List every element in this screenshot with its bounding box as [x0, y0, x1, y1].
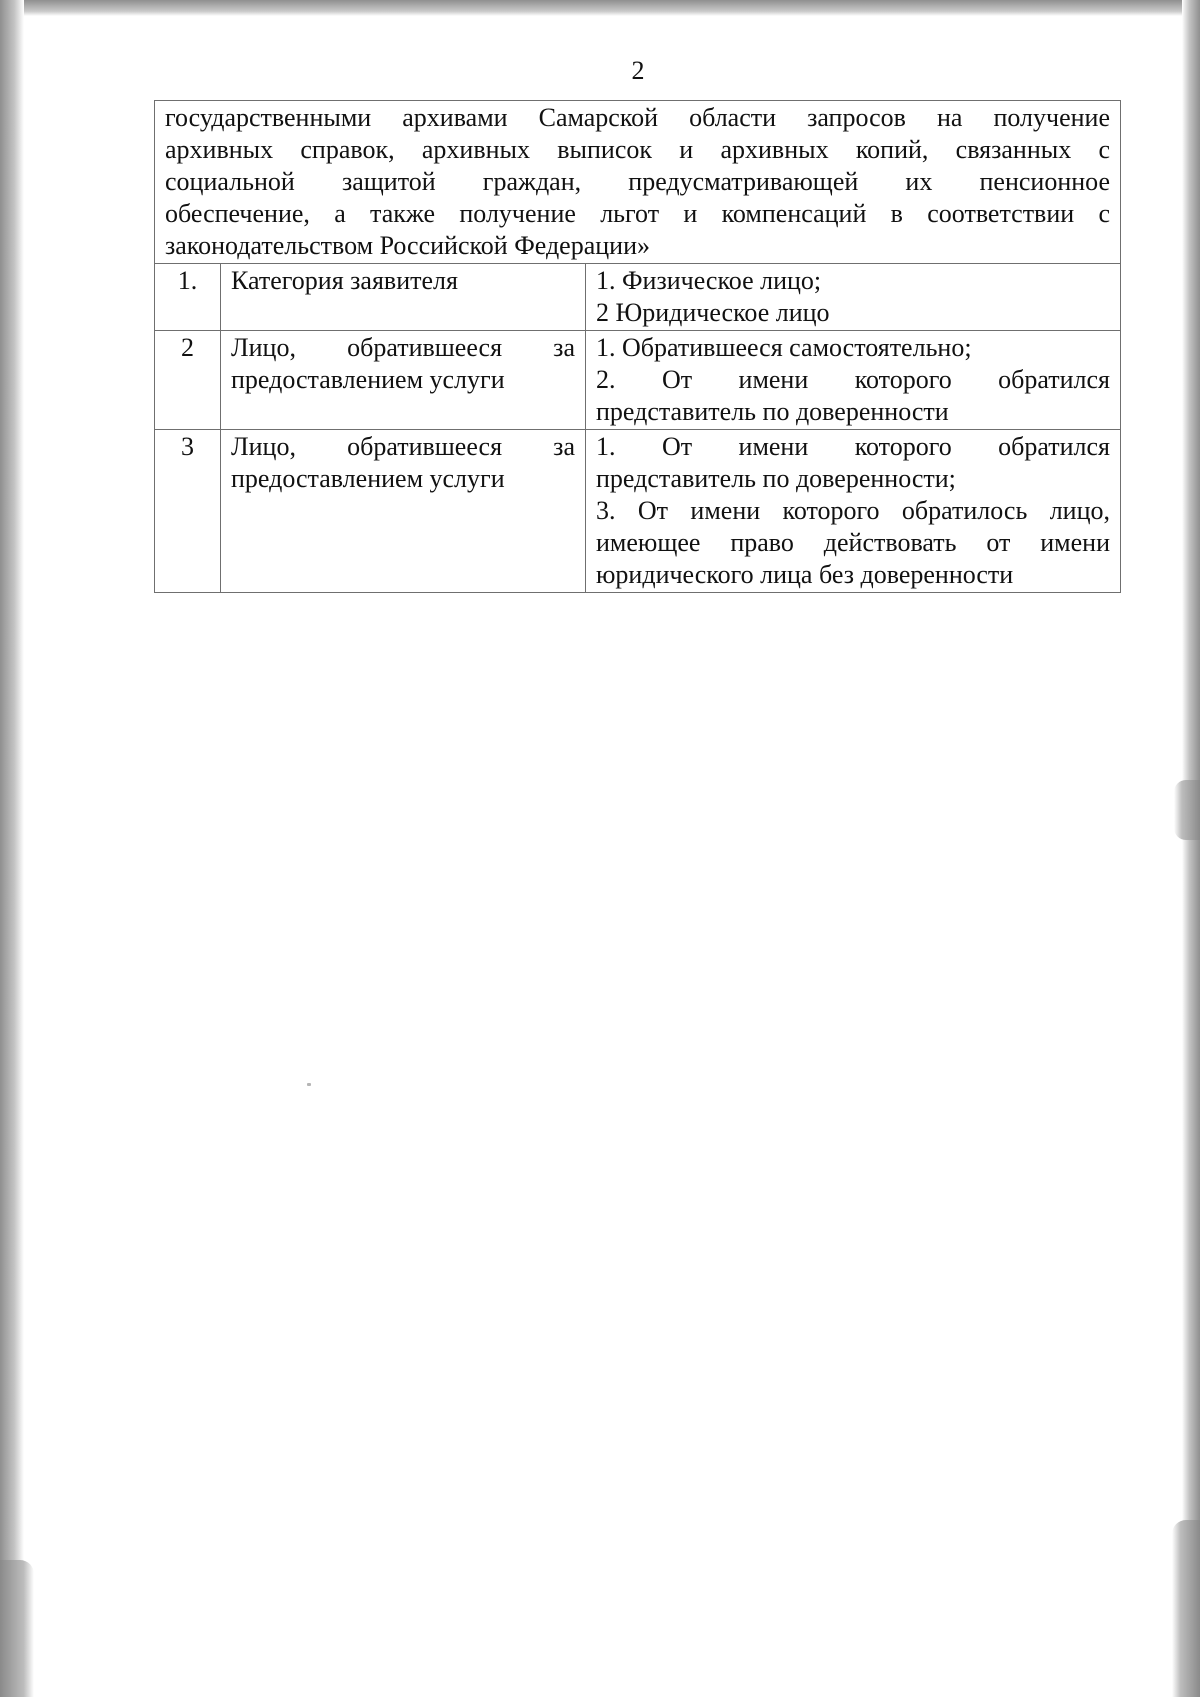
value-line: имеющее право действовать от имени: [596, 528, 1111, 557]
row-criterion: [221, 331, 586, 430]
scan-edge-top: [0, 0, 1200, 16]
value-line: юридического лица без доверенности: [596, 560, 1014, 589]
intro-line: законодательством Российской Федерации»: [165, 231, 650, 260]
criterion-line: предоставлением услуги: [231, 365, 505, 394]
scan-edge-left: [0, 0, 24, 1697]
intro-paragraph: [155, 101, 1121, 264]
table-intro-row: [155, 101, 1121, 264]
criterion-line: предоставлением услуги: [231, 464, 505, 493]
value-line: 2. От имени которого обратился: [596, 365, 1111, 394]
value-line: 1. Физическое лицо;: [596, 266, 822, 295]
value-line: 2 Юридическое лицо: [596, 298, 830, 327]
criterion-line: Лицо, обратившееся за: [231, 333, 575, 362]
scan-edge-right: [1182, 0, 1200, 1697]
row-number: 2: [155, 331, 221, 430]
intro-line: государственными архивами Самарской области запросов на получение: [165, 103, 1111, 132]
table-row: [155, 430, 1121, 593]
value-line: представитель по доверенности;: [596, 464, 956, 493]
value-line: 1. Обратившееся самостоятельно;: [596, 333, 972, 362]
value-line: представитель по доверенности: [596, 397, 949, 426]
row-values: [586, 430, 1121, 593]
row-values: [586, 264, 1121, 331]
row-values: [586, 331, 1121, 430]
table-row: [155, 331, 1121, 430]
page-number: 2: [631, 56, 645, 85]
intro-line: социальной защитой граждан, предусматривающей их пенсионное: [165, 167, 1111, 196]
intro-line: обеспечение, а также получение льгот и компенсаций в соответствии с: [165, 199, 1111, 228]
value-line: 1. От имени которого обратился: [596, 432, 1111, 461]
scan-edge-torn-corner: [0, 1560, 34, 1697]
criterion-line: Лицо, обратившееся за: [231, 432, 575, 461]
row-number: 3: [155, 430, 221, 593]
value-line: 3. От имени которого обратилось лицо,: [596, 496, 1111, 525]
table-row: [155, 264, 1121, 331]
row-criterion: [221, 264, 586, 331]
criterion-line: Категория заявителя: [231, 266, 458, 295]
scan-edge-torn-corner: [1172, 1520, 1200, 1697]
scan-speck: [307, 1083, 311, 1086]
intro-line: архивных справок, архивных выписок и архивных копий, связанных с: [165, 135, 1111, 164]
row-criterion: [221, 430, 586, 593]
row-number: 1.: [155, 264, 221, 331]
document-table: [154, 100, 1121, 593]
scan-edge-notch: [1174, 780, 1200, 840]
